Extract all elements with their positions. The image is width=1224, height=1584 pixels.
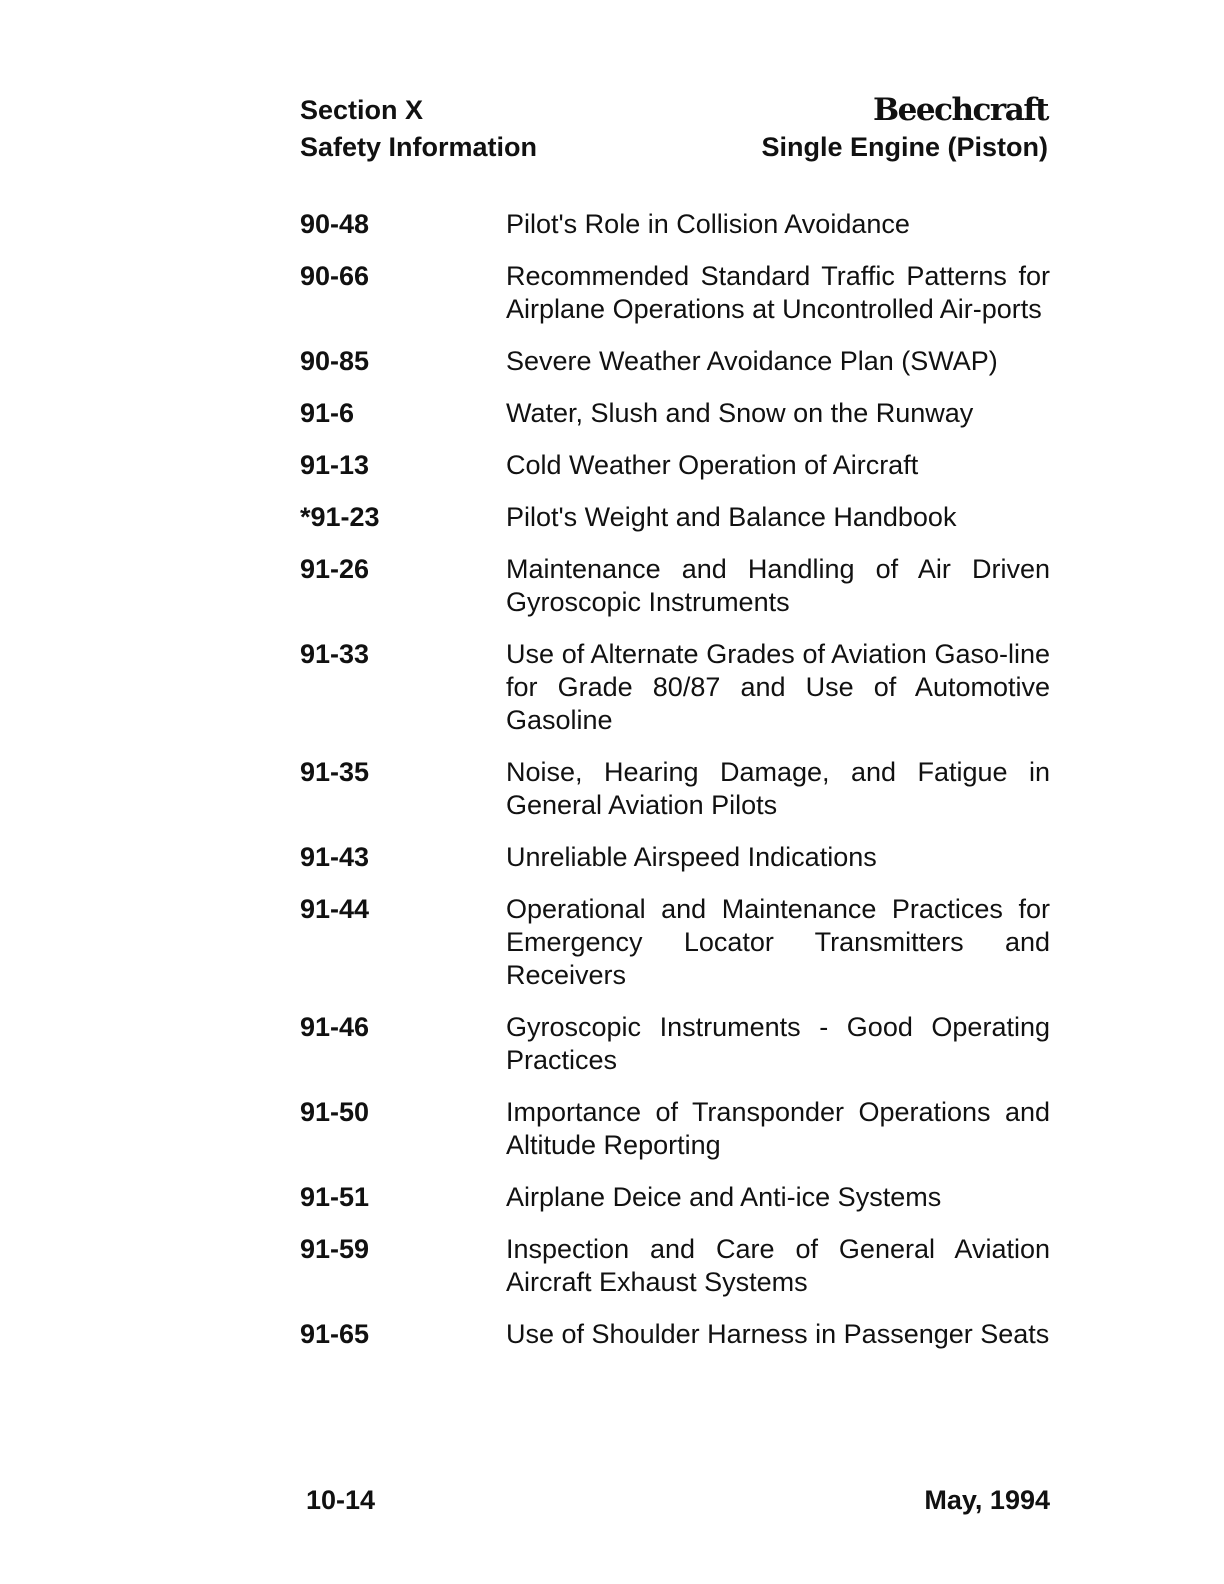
circular-title: Recommended Standard Traffic Patterns for Airplane Operations at Uncontrolled Air-ports (506, 261, 1050, 324)
list-item (300, 260, 1050, 326)
circular-title: Gyroscopic Instruments - Good Operating Practices (506, 1012, 1050, 1075)
circular-number: 90-66 (300, 261, 370, 291)
circular-number: 91-26 (300, 554, 370, 584)
circular-number: 90-48 (300, 209, 370, 239)
circular-title: Inspection and Care of General Aviation Aircraft Exhaust Systems (506, 1234, 1050, 1297)
circular-number: 91-59 (300, 1234, 370, 1264)
header-left (300, 92, 537, 166)
list-item (300, 841, 1050, 874)
advisory-circular-list (300, 208, 1050, 1370)
circular-number: 91-44 (300, 894, 370, 924)
list-item (300, 638, 1050, 737)
circular-title: Importance of Transponder Operations and Altitude Reporting (506, 1097, 1050, 1160)
circular-title: Pilot's Role in Collision Avoidance (506, 209, 910, 239)
circular-number: 91-46 (300, 1012, 370, 1042)
list-item (300, 893, 1050, 992)
circular-number: 91-50 (300, 1097, 370, 1127)
circular-number: 91-33 (300, 639, 370, 669)
list-item (300, 1181, 1050, 1214)
circular-title: Water, Slush and Snow on the Runway (506, 398, 974, 428)
list-item (300, 397, 1050, 430)
circular-title: Unreliable Airspeed Indications (506, 842, 877, 872)
circular-title: Airplane Deice and Anti-ice Systems (506, 1182, 942, 1212)
list-item (300, 1318, 1050, 1351)
page-number: 10-14 (306, 1485, 376, 1515)
list-item (300, 553, 1050, 619)
list-item (300, 345, 1050, 378)
circular-number: 91-65 (300, 1319, 370, 1349)
circular-title: Severe Weather Avoidance Plan (SWAP) (506, 346, 998, 376)
list-item (300, 449, 1050, 482)
circular-title: Use of Alternate Grades of Aviation Gaso-line for Grade 80/87 and Use of Automotive Gasoline (506, 639, 1050, 735)
section-label: Section X (300, 95, 424, 125)
section-title: Safety Information (300, 132, 538, 162)
list-item (300, 1233, 1050, 1299)
circular-title: Maintenance and Handling of Air Driven Gyroscopic Instruments (506, 554, 1050, 617)
circular-title: Cold Weather Operation of Aircraft (506, 450, 919, 480)
circular-number: 91-35 (300, 757, 370, 787)
circular-number: 91-13 (300, 450, 370, 480)
circular-number: 91-43 (300, 842, 370, 872)
circular-title: Operational and Maintenance Practices for Emergency Locator Transmitters and Receivers (506, 894, 1050, 990)
list-item (300, 1011, 1050, 1077)
brand-logo: Beechcraft (872, 92, 1048, 128)
list-item (300, 1096, 1050, 1162)
circular-number: *91-23 (300, 502, 380, 532)
circular-title: Noise, Hearing Damage, and Fatigue in General Aviation Pilots (506, 757, 1050, 820)
list-item (300, 208, 1050, 241)
circular-number: 91-6 (300, 398, 355, 428)
circular-title: Pilot's Weight and Balance Handbook (506, 502, 957, 532)
revision-date: May, 1994 (924, 1485, 1050, 1515)
model-label: Single Engine (Piston) (761, 132, 1048, 162)
list-item (300, 501, 1050, 534)
circular-number: 91-51 (300, 1182, 370, 1212)
circular-title: Use of Shoulder Harness in Passenger Seats (506, 1319, 1050, 1349)
circular-number: 90-85 (300, 346, 370, 376)
header-right (761, 92, 1048, 166)
list-item (300, 756, 1050, 822)
page-header (300, 92, 1048, 172)
